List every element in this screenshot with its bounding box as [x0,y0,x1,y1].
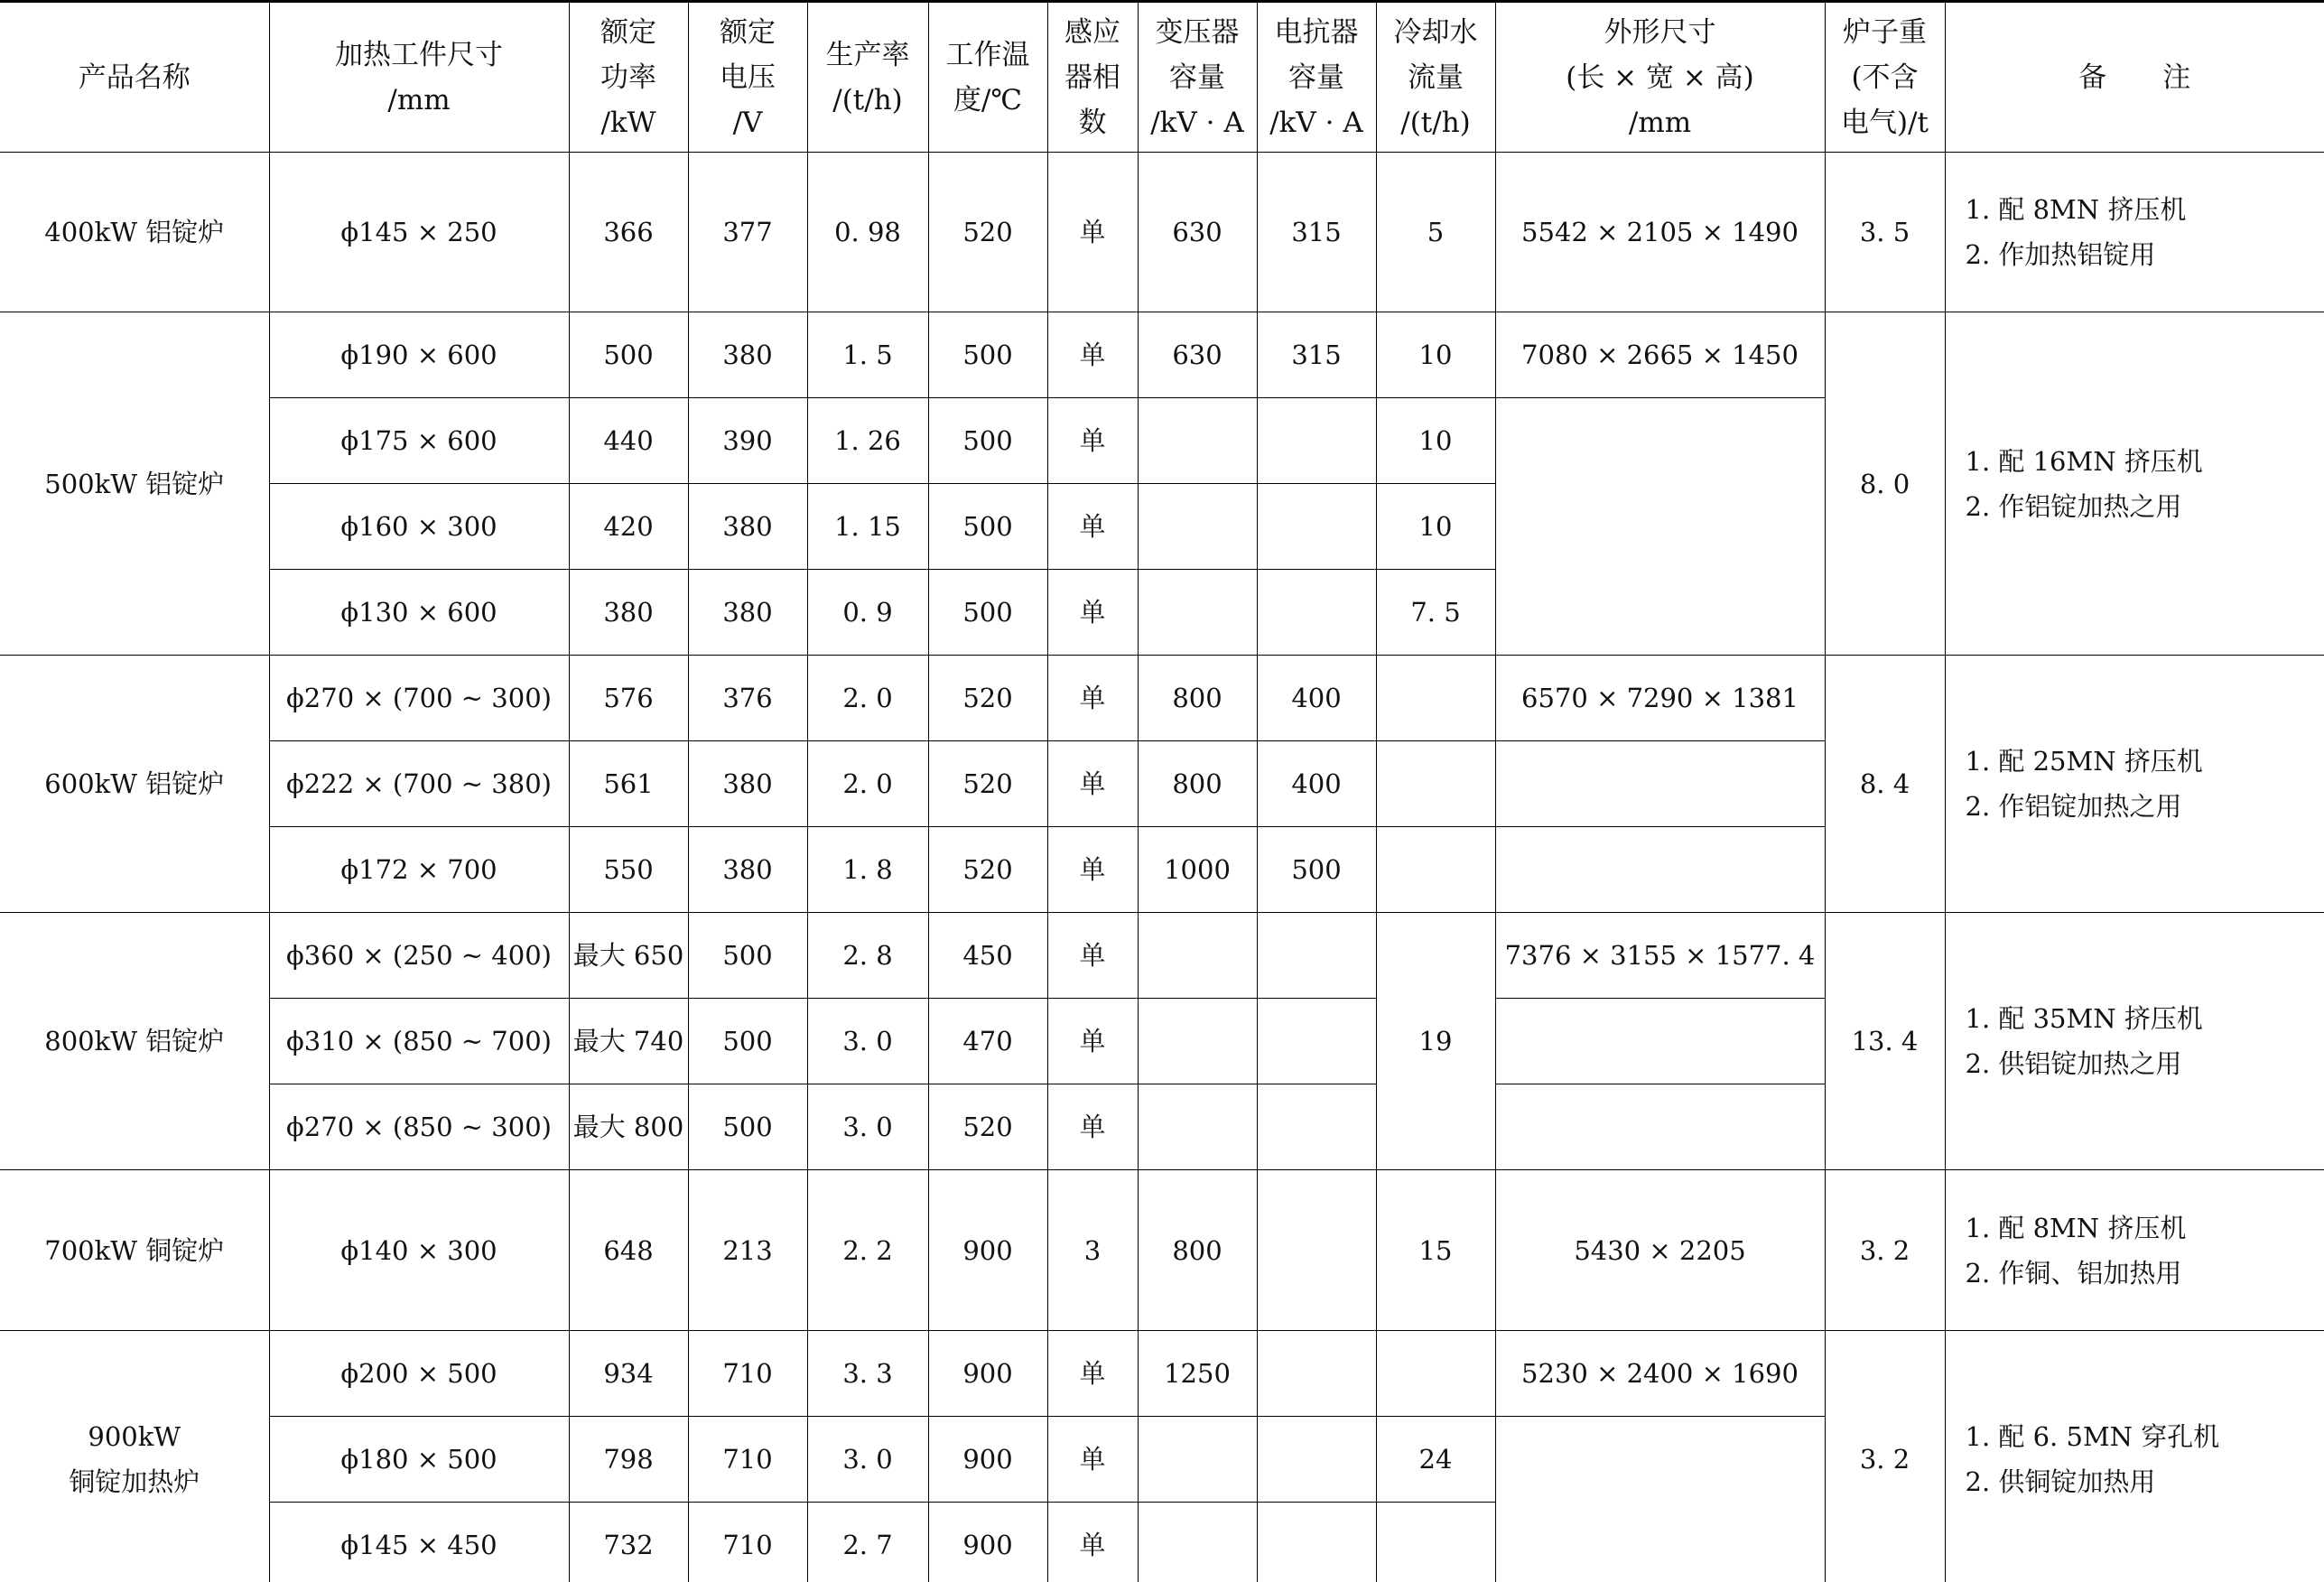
cell-voltage: 380 [688,741,807,827]
header-size [269,2,569,153]
cell-phase: 单 [1047,153,1138,312]
header-voltage [688,2,807,153]
cell-phase: 单 [1047,1503,1138,1582]
cell-temp: 500 [928,570,1047,656]
cell-rate: 2. 7 [807,1503,928,1582]
cell-phase: 单 [1047,1084,1138,1170]
cell-reactor [1257,1084,1376,1170]
cell-phase: 单 [1047,999,1138,1084]
product-name-line-2: 铜锭加热炉 [69,1466,200,1497]
cell-rate: 2. 8 [807,913,928,999]
cell-temp: 500 [928,484,1047,570]
cell-size: ϕ200 × 500 [269,1331,569,1417]
cell-size: ϕ145 × 450 [269,1503,569,1582]
header-row [0,2,2324,153]
cell-dims: 5430 × 2205 [1495,1170,1825,1331]
cell-transformer [1138,1503,1257,1582]
cell-transformer [1138,484,1257,570]
cell-reactor [1257,398,1376,484]
cell-rate: 3. 0 [807,1417,928,1503]
table-row [0,153,2324,312]
cell-voltage: 500 [688,1084,807,1170]
cell-dims: 5230 × 2400 × 1690 [1495,1331,1825,1417]
cell-reactor [1257,913,1376,999]
cell-size: ϕ270 × (850 ~ 300) [269,1084,569,1170]
cell-rate: 1. 15 [807,484,928,570]
cell-power: 732 [569,1503,688,1582]
cell-note [1945,1170,2324,1331]
note-line-2: 2. 供铜锭加热用 [1965,1466,2156,1497]
note-line-1: 1. 配 16MN 挤压机 [1965,445,2203,477]
cell-dims: 7080 × 2665 × 1450 [1495,312,1825,398]
cell-power: 550 [569,827,688,913]
cell-phase: 单 [1047,484,1138,570]
header-temp-line1: 工作温 [945,38,1030,71]
cell-transformer: 800 [1138,1170,1257,1331]
cell-transformer: 800 [1138,656,1257,741]
note-line-1: 1. 配 25MN 挤压机 [1965,746,2203,777]
cell-phase: 3 [1047,1170,1138,1331]
header-dims [1495,2,1825,153]
cell-voltage: 377 [688,153,807,312]
header-transformer [1138,2,1257,153]
cell-power: 561 [569,741,688,827]
cell-rate: 3. 3 [807,1331,928,1417]
header-size-line1: 加热工件尺寸 [335,38,503,71]
cell-water: 24 [1376,1417,1495,1503]
cell-reactor [1257,1170,1376,1331]
cell-weight: 3. 2 [1825,1170,1945,1331]
cell-water [1376,1331,1495,1417]
product-name: 700kW 铜锭炉 [0,1170,269,1331]
header-note-line: 备 注 [2078,60,2191,94]
note-line-2: 2. 作加热铝锭用 [1965,239,2156,270]
header-phase-line2: 器相 [1064,60,1120,94]
cell-water [1376,827,1495,913]
cell-transformer [1138,1417,1257,1503]
header-reactor-line1: 电抗器 [1274,15,1359,49]
cell-transformer [1138,1084,1257,1170]
cell-rate: 0. 98 [807,153,928,312]
cell-power: 648 [569,1170,688,1331]
cell-rate: 1. 8 [807,827,928,913]
cell-water [1376,1503,1495,1582]
header-voltage-line2: 电压 [720,60,776,94]
cell-size: ϕ222 × (700 ~ 380) [269,741,569,827]
cell-water: 10 [1376,484,1495,570]
cell-size: ϕ180 × 500 [269,1417,569,1503]
cell-voltage: 213 [688,1170,807,1331]
product-name: 400kW 铝锭炉 [0,153,269,312]
cell-reactor: 500 [1257,827,1376,913]
cell-voltage: 380 [688,827,807,913]
header-weight-line1: 炉子重 [1843,15,1927,49]
cell-power: 798 [569,1417,688,1503]
cell-phase: 单 [1047,570,1138,656]
cell-dims: 5542 × 2105 × 1490 [1495,153,1825,312]
cell-phase: 单 [1047,1417,1138,1503]
cell-power: 366 [569,153,688,312]
cell-note [1945,656,2324,913]
note-line-1: 1. 配 35MN 挤压机 [1965,1003,2203,1034]
cell-water [1376,656,1495,741]
table-row [0,1170,2324,1331]
cell-temp: 520 [928,827,1047,913]
cell-transformer: 800 [1138,741,1257,827]
cell-transformer: 630 [1138,312,1257,398]
cell-weight: 3. 5 [1825,153,1945,312]
cell-voltage: 380 [688,570,807,656]
cell-rate: 3. 0 [807,999,928,1084]
note-line-2: 2. 供铝锭加热之用 [1965,1048,2182,1079]
cell-reactor: 400 [1257,741,1376,827]
cell-voltage: 390 [688,398,807,484]
cell-voltage: 376 [688,656,807,741]
cell-transformer [1138,398,1257,484]
cell-reactor: 400 [1257,656,1376,741]
cell-voltage: 500 [688,999,807,1084]
cell-temp: 470 [928,999,1047,1084]
cell-temp: 450 [928,913,1047,999]
header-rate-line2: /(t/h) [832,83,903,116]
product-name: 800kW 铝锭炉 [0,913,269,1170]
cell-weight: 13. 4 [1825,913,1945,1170]
cell-size: ϕ145 × 250 [269,153,569,312]
header-phase [1047,2,1138,153]
cell-phase: 单 [1047,913,1138,999]
cell-voltage: 500 [688,913,807,999]
cell-dims [1495,398,1825,656]
cell-voltage: 380 [688,484,807,570]
cell-note [1945,153,2324,312]
product-name [0,1331,269,1582]
cell-voltage: 710 [688,1331,807,1417]
cell-rate: 2. 0 [807,741,928,827]
cell-power: 最大 650 [569,913,688,999]
cell-water: 5 [1376,153,1495,312]
cell-dims [1495,1417,1825,1582]
cell-power: 500 [569,312,688,398]
cell-reactor: 315 [1257,312,1376,398]
cell-size: ϕ160 × 300 [269,484,569,570]
cell-water: 7. 5 [1376,570,1495,656]
cell-size: ϕ175 × 600 [269,398,569,484]
header-water-line1: 冷却水 [1393,15,1478,49]
header-dims-line3: /mm [1628,106,1692,139]
cell-size: ϕ270 × (700 ~ 300) [269,656,569,741]
cell-temp: 500 [928,398,1047,484]
cell-phase: 单 [1047,1331,1138,1417]
cell-phase: 单 [1047,312,1138,398]
cell-dims: 6570 × 7290 × 1381 [1495,656,1825,741]
cell-reactor [1257,999,1376,1084]
cell-power: 420 [569,484,688,570]
header-transformer-line3: /kV · A [1150,106,1244,139]
header-phase-line3: 数 [1078,106,1107,139]
header-rate-line1: 生产率 [825,38,910,71]
cell-voltage: 710 [688,1503,807,1582]
cell-water: 19 [1376,913,1495,1170]
cell-rate: 3. 0 [807,1084,928,1170]
note-line-1: 1. 配 8MN 挤压机 [1965,1212,2187,1243]
cell-power: 380 [569,570,688,656]
header-dims-line1: 外形尺寸 [1604,15,1716,49]
cell-voltage: 710 [688,1417,807,1503]
header-transformer-line1: 变压器 [1155,15,1240,49]
cell-rate: 2. 0 [807,656,928,741]
header-weight-line3: 电气)/t [1841,106,1929,139]
cell-note [1945,312,2324,656]
cell-temp: 900 [928,1331,1047,1417]
cell-reactor [1257,570,1376,656]
cell-power: 934 [569,1331,688,1417]
cell-temp: 900 [928,1170,1047,1331]
header-size-line2: /mm [387,83,451,116]
cell-note [1945,913,2324,1170]
table-row [0,913,2324,999]
cell-transformer [1138,570,1257,656]
header-voltage-line1: 额定 [720,15,776,49]
cell-reactor [1257,1331,1376,1417]
header-product-line: 产品名称 [78,60,191,94]
header-note [1945,2,2324,153]
cell-rate: 2. 2 [807,1170,928,1331]
table-row [0,656,2324,741]
cell-temp: 520 [928,1084,1047,1170]
note-line-1: 1. 配 8MN 挤压机 [1965,194,2187,225]
cell-transformer [1138,913,1257,999]
product-name: 500kW 铝锭炉 [0,312,269,656]
note-line-1: 1. 配 6. 5MN 穿孔机 [1965,1420,2220,1452]
cell-rate: 1. 26 [807,398,928,484]
cell-weight: 8. 0 [1825,312,1945,656]
header-voltage-line3: /V [732,106,763,139]
cell-rate: 1. 5 [807,312,928,398]
header-product [0,2,269,153]
cell-dims: 7376 × 3155 × 1577. 4 [1495,913,1825,999]
header-transformer-line2: 容量 [1169,60,1225,94]
cell-reactor [1257,1503,1376,1582]
cell-transformer: 630 [1138,153,1257,312]
cell-transformer: 1250 [1138,1331,1257,1417]
header-water-line2: 流量 [1408,60,1464,94]
cell-phase: 单 [1047,827,1138,913]
cell-water: 10 [1376,312,1495,398]
cell-size: ϕ360 × (250 ~ 400) [269,913,569,999]
cell-temp: 520 [928,656,1047,741]
cell-water: 15 [1376,1170,1495,1331]
cell-phase: 单 [1047,398,1138,484]
cell-transformer [1138,999,1257,1084]
header-reactor [1257,2,1376,153]
header-water [1376,2,1495,153]
note-line-2: 2. 作铝锭加热之用 [1965,791,2182,822]
header-power-line2: 功率 [600,60,656,94]
cell-temp: 520 [928,741,1047,827]
header-reactor-line2: 容量 [1288,60,1344,94]
table-row [0,312,2324,398]
note-line-2: 2. 作铝锭加热之用 [1965,490,2182,522]
header-power-line3: /kW [600,106,656,139]
cell-weight: 8. 4 [1825,656,1945,913]
cell-reactor [1257,484,1376,570]
header-rate [807,2,928,153]
cell-reactor: 315 [1257,153,1376,312]
header-weight [1825,2,1945,153]
cell-dims [1495,999,1825,1084]
cell-water: 10 [1376,398,1495,484]
header-temp-line2: 度/℃ [953,83,1023,116]
cell-rate: 0. 9 [807,570,928,656]
header-water-line3: /(t/h) [1400,106,1471,139]
cell-size: ϕ310 × (850 ~ 700) [269,999,569,1084]
cell-power: 最大 800 [569,1084,688,1170]
header-reactor-line3: /kV · A [1269,106,1363,139]
header-dims-line2: (长 × 宽 × 高) [1566,60,1754,94]
cell-size: ϕ190 × 600 [269,312,569,398]
note-line-2: 2. 作铜、铝加热用 [1965,1257,2182,1289]
header-weight-line2: (不含 [1851,60,1919,94]
header-power-line1: 额定 [600,15,656,49]
cell-transformer: 1000 [1138,827,1257,913]
cell-temp: 900 [928,1417,1047,1503]
cell-voltage: 380 [688,312,807,398]
header-temp [928,2,1047,153]
cell-temp: 900 [928,1503,1047,1582]
cell-temp: 500 [928,312,1047,398]
cell-note [1945,1331,2324,1582]
header-power [569,2,688,153]
cell-phase: 单 [1047,656,1138,741]
cell-size: ϕ130 × 600 [269,570,569,656]
header-phase-line1: 感应 [1064,15,1120,49]
cell-water [1376,741,1495,827]
cell-dims [1495,1084,1825,1170]
cell-dims [1495,741,1825,827]
cell-weight: 3. 2 [1825,1331,1945,1582]
cell-dims [1495,827,1825,913]
cell-temp: 520 [928,153,1047,312]
cell-phase: 单 [1047,741,1138,827]
product-name: 600kW 铝锭炉 [0,656,269,913]
cell-power: 576 [569,656,688,741]
cell-power: 440 [569,398,688,484]
cell-size: ϕ172 × 700 [269,827,569,913]
cell-size: ϕ140 × 300 [269,1170,569,1331]
table-row [0,1331,2324,1417]
product-name-line-1: 900kW [88,1420,181,1452]
cell-power: 最大 740 [569,999,688,1084]
cell-reactor [1257,1417,1376,1503]
